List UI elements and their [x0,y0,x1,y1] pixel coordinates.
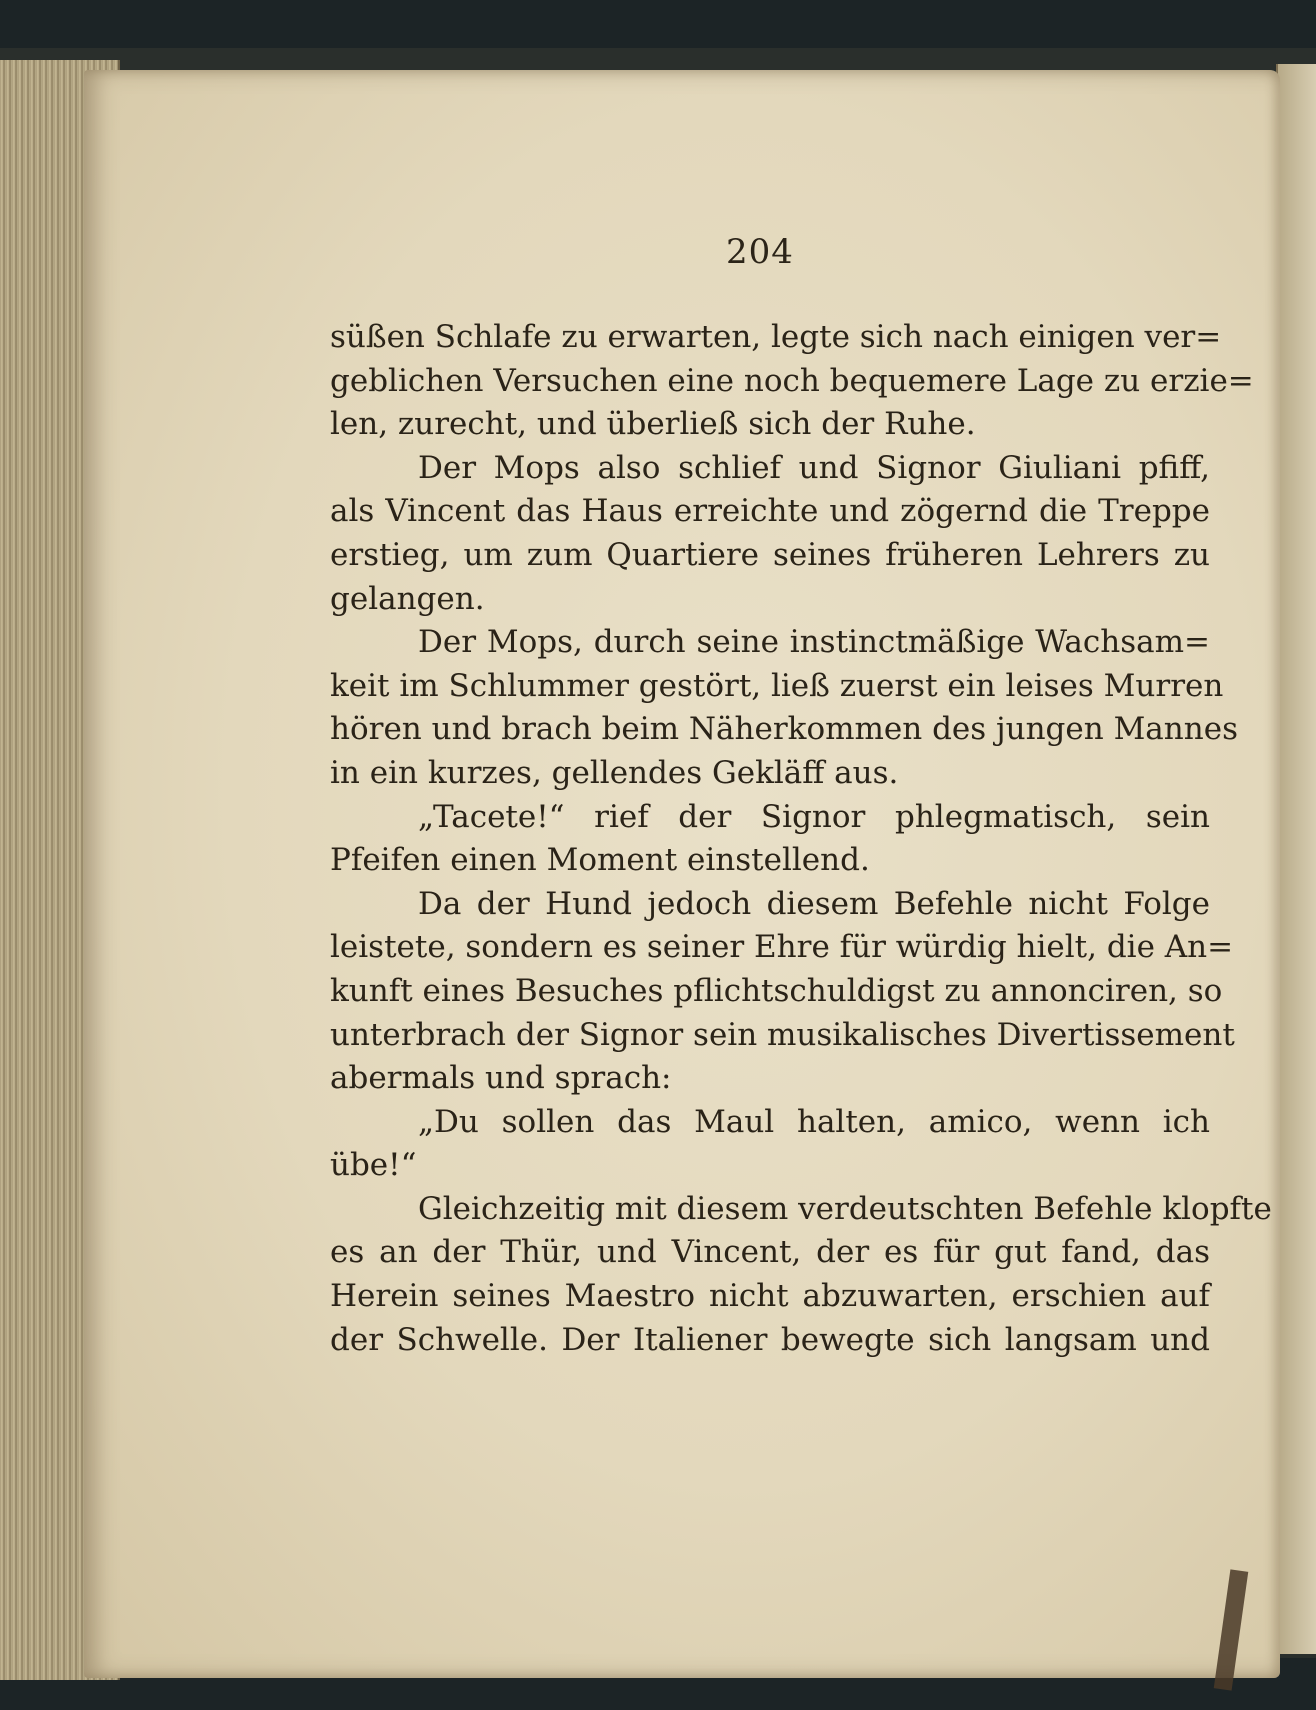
text-line: unterbrach der Signor sein musikalisches Divertissement [330,1016,1235,1053]
text-line: in ein kurzes, gellendes Gekläff aus. [330,754,899,791]
next-page-edge [1276,64,1316,1654]
text-line: keit im Schlummer gestört, ließ zuerst ein leises Murren [330,667,1224,704]
text-line: es an der Thür, und Vincent, der es für gut fand, das [330,1234,1210,1271]
text-line: geblichen Versuchen eine noch bequemere Lage zu erzie= [330,362,1254,399]
text-line: der Schwelle. Der Italiener bewegte sich langsam und [330,1321,1210,1358]
text-line: Da der Hund jedoch diesem Befehle nicht Folge [418,885,1210,922]
text-line: hören und brach beim Näherkommen des jungen Mannes [330,711,1238,748]
text-line: Herein seines Maestro nicht abzuwarten, erschien auf [330,1278,1210,1315]
text-line: süßen Schlafe zu erwarten, legte sich nach einigen ver= [330,319,1222,355]
text-line: len, zurecht, und überließ sich der Ruhe. [330,406,976,443]
text-line: abermals und sprach: [330,1060,672,1097]
text-line: erstieg, um zum Quartiere seines früheren Lehrers zu [330,536,1210,573]
text-line: Der Mops, durch seine instinctmäßige Wachsam= [418,624,1210,661]
text-line: als Vincent das Haus erreichte und zögernd die Treppe [330,493,1210,530]
text-line: „Tacete!“ rief der Signor phlegmatisch, sein [418,798,1210,835]
text-line: kunft eines Besuches pflichtschuldigst zu annonciren, so [330,972,1223,1009]
text-line: übe!“ [330,1147,417,1184]
text-line: Pfeifen einen Moment einstellend. [330,842,870,879]
text-line: Der Mops also schlief und Signor Giuliani pfiff, [418,449,1210,486]
text-line: gelangen. [330,580,485,617]
text-line: leistete, sondern es seiner Ehre für würdig hielt, die An= [330,929,1234,966]
text-line: Gleichzeitig mit diesem verdeutschten Befehle klopfte [418,1190,1272,1227]
page-number: 204 [726,232,794,272]
text-line: „Du sollen das Maul halten, amico, wenn ich [418,1103,1210,1140]
body-text [330,316,1272,1362]
